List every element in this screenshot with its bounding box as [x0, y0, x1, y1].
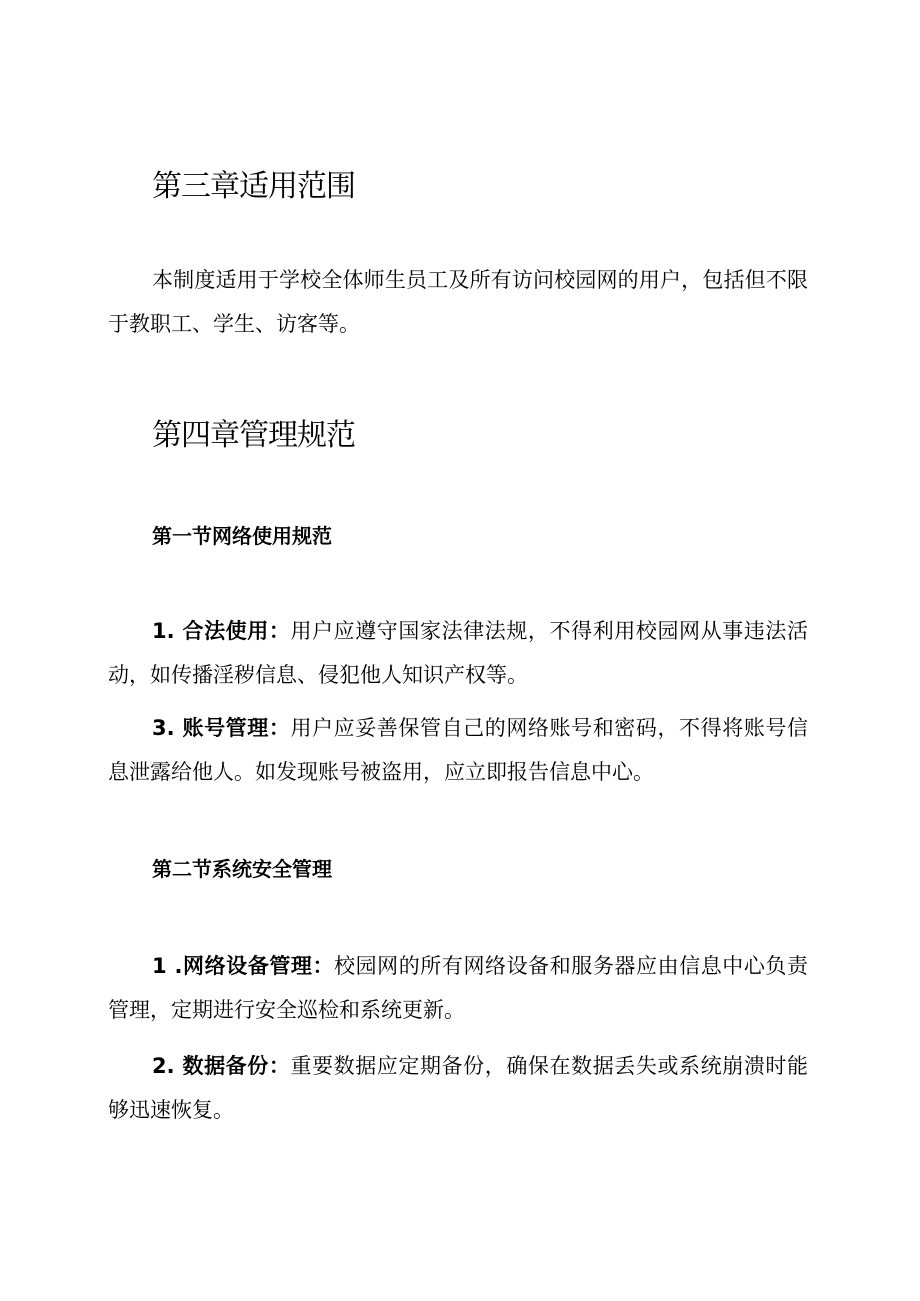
section-1-title: 第一节网络使用规范	[152, 524, 332, 548]
section-1-item-1	[108, 609, 808, 697]
item-label: 3. 账号管理：	[152, 716, 291, 740]
section-2-title: 第二节系统安全管理	[152, 857, 332, 881]
section-2-item-2	[108, 1044, 808, 1132]
chapter-3-title: 第三章适用范围	[152, 169, 355, 204]
item-label: 2. 数据备份：	[152, 1054, 291, 1078]
item-text: 重要数据应定期备份，确保在数据丢失或系统崩溃时能够迅速恢复。	[108, 1054, 808, 1122]
item-label: 1. 合法使用：	[152, 619, 291, 643]
section-1-item-3	[108, 706, 808, 794]
item-label: 1 .网络设备管理：	[152, 954, 335, 978]
chapter-3-body: 本制度适用于学校全体师生员工及所有访问校园网的用户，包括但不限于教职工、学生、访客等。	[108, 268, 808, 336]
item-text: 校园网的所有网络设备和服务器应由信息中心负责管理，定期进行安全巡检和系统更新。	[108, 954, 808, 1022]
section-2-item-1	[108, 944, 808, 1032]
item-text: 用户应妥善保管自己的网络账号和密码，不得将账号信息泄露给他人。如发现账号被盗用，应立即报告信息中心。	[108, 716, 808, 784]
chapter-4-title: 第四章管理规范	[152, 418, 355, 453]
item-text: 用户应遵守国家法律法规，不得利用校园网从事违法活动，如传播淫秽信息、侵犯他人知识产权等。	[108, 619, 808, 687]
